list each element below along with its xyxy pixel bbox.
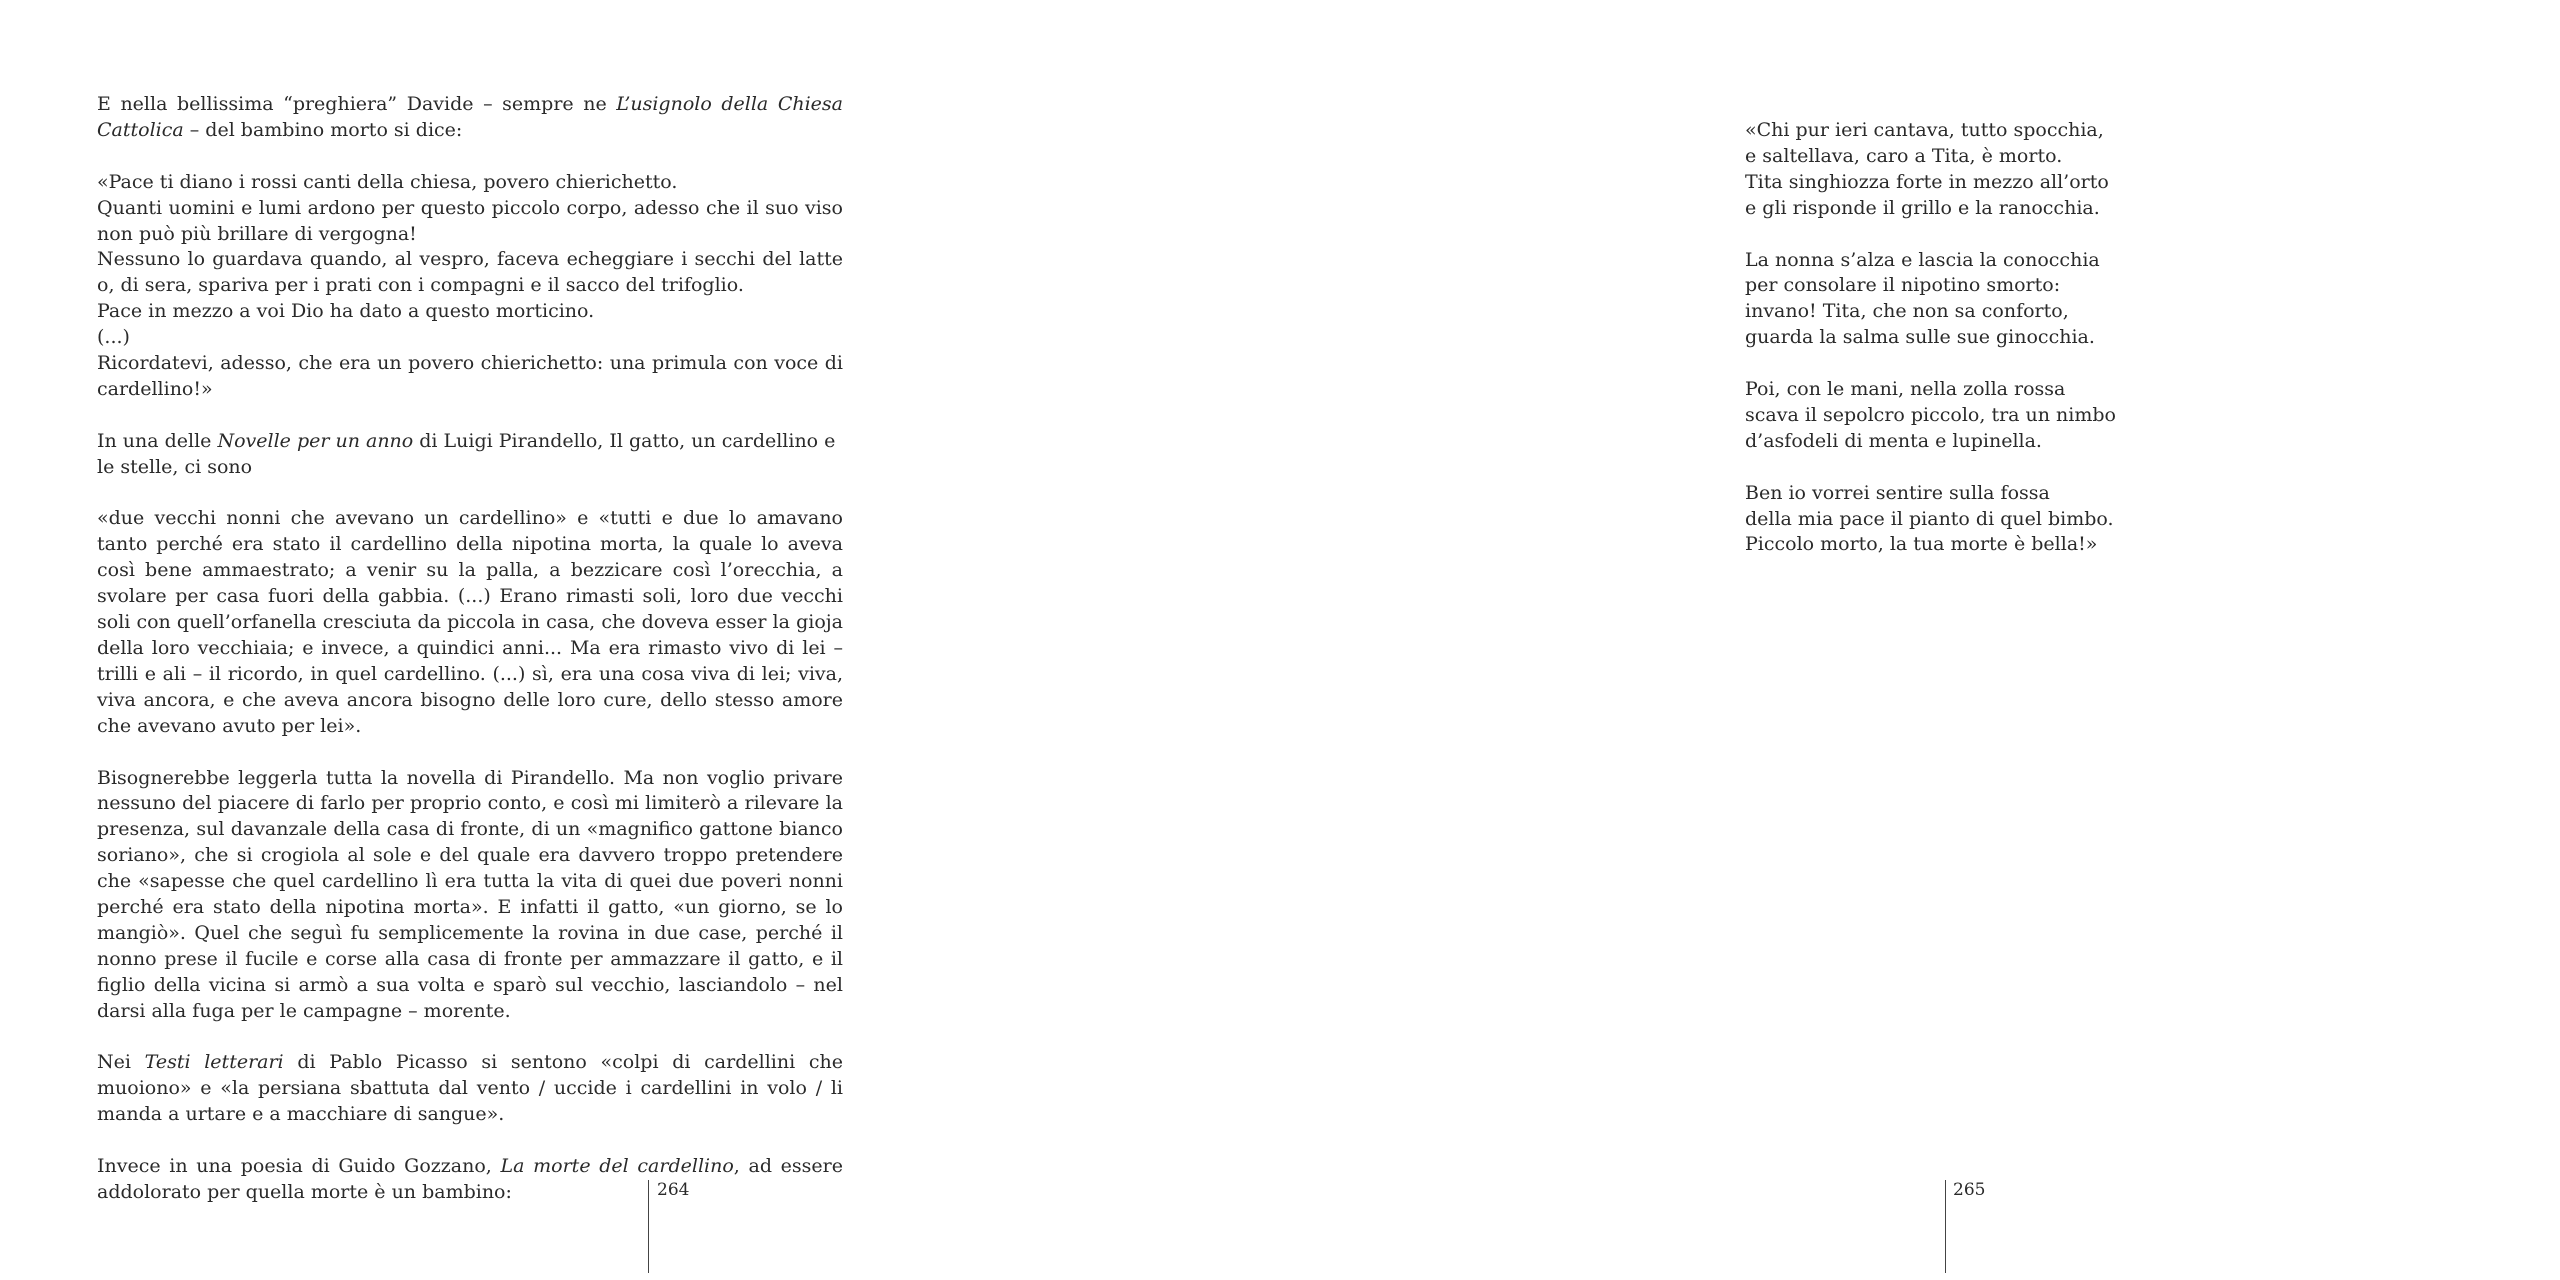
work-title: Novelle per un anno [217, 429, 414, 452]
folio-rule [1945, 1180, 1946, 1273]
work-title: Testi letterari [144, 1051, 284, 1074]
quote-line: (...) [97, 326, 130, 349]
poem-stanza: Poi, con le mani, nella zolla rossa scava il sepolcro piccolo, tra un nimbo d’asfodeli di menta e lupinella. [1745, 378, 2116, 452]
work-title: La morte del cardellino [500, 1155, 734, 1178]
quote-line: Ricordatevi, adesso, che era un povero chierichetto: una primula con voce di cardellino!» [97, 352, 843, 400]
picasso-paragraph: Nei Testi letterari di Pablo Picasso si sentono «colpi di cardellini che muoiono» e «la persiana sbattuta dal vento / uccide i cardellini in volo / li manda a urtare e a macchiare di sangue». [97, 1051, 843, 1126]
quote-line: «Pace ti diano i rossi canti della chiesa, povero chierichetto. [97, 170, 678, 193]
pirandello-quote: «due vecchi nonni che avevano un cardellino» e «tutti e due lo amavano tanto perché era stato il cardellino della nipotina morta, la quale lo aveva così bene ammaestrato; a venir su la palla, a bezzicare così l’orecchia, a svolare per casa fuori della gabbia. (...) Erano rimasti soli, loro due vecchi soli con quell’orfanella cresciuta da piccola in casa, che doveva esser la gioja della loro vecchiaia; e invece, a quindici anni... Ma era rimasto vivo di lei – trilli e ali – il ricordo, in quel cardellino. (...) sì, era una cosa viva di lei; viva, viva ancora, e che aveva ancora bisogno delle loro cure, dello stesso amore che avevano avuto per lei». [97, 507, 843, 737]
gozzano-paragraph: Invece in una poesia di Guido Gozzano, La morte del cardellino, ad essere addolorato per quella morte è un bambino: [97, 1155, 843, 1203]
poem-stanza: La nonna s’alza e lascia la conocchia per consolare il nipotino smorto: invano! Tita, che non sa conforto, guarda la salma sulle sue ginocchia. [1745, 248, 2100, 349]
summary-paragraph: Bisognerebbe leggerla tutta la novella di Pirandello. Ma non voglio privare nessuno del piacere di farlo per proprio conto, e così mi limiterò a rilevare la presenza, sul davanzale della casa di fronte, di un «magnifico gattone bianco soriano», che si crogiola al sole e del quale era davvero troppo pretendere che «sapesse che quel cardellino lì era tutta la vita di quei due poveri nonni perché era stato della nipotina morta». E infatti il gatto, «un giorno, se lo mangiò». Quel che seguì fu semplicemente la rovina in due case, perché il nonno prese il fucile e corse alla casa di fronte per ammazzare il gatto, e il figlio della vicina si armò a sua volta e sparò sul vecchio, lasciandolo – nel darsi alla fuga per le campagne – morente. [97, 766, 843, 1022]
novelle-paragraph: In una delle Novelle per un anno di Luigi Pirandello, Il gatto, un cardellino e le stelle, ci sono [97, 429, 836, 478]
page-number: 265 [1953, 1180, 1986, 1200]
quote-line: Quanti uomini e lumi ardono per questo piccolo corpo, adesso che il suo viso non può più brillare di vergogna! [97, 196, 843, 245]
poem-stanza: «Chi pur ieri cantava, tutto spocchia, e saltellava, caro a Tita, è morto. Tita singhiozza forte in mezzo all’orto e gli risponde il grillo e la ranocchia. [1745, 119, 2109, 219]
quote-line: Nessuno lo guardava quando, al vespro, faceva echeggiare i secchi del latte o, di sera, spariva per i prati con i compagni e il sacco del trifoglio. [97, 248, 843, 297]
davide-quote [97, 170, 843, 403]
quote-line: Pace in mezzo a voi Dio ha dato a questo morticino. [97, 300, 595, 323]
poem [1745, 118, 2305, 584]
work-title: L’usignolo della Chiesa Cattolica [97, 93, 843, 141]
intro-paragraph: E nella bellissima “preghiera” Davide – sempre ne L’usignolo della Chiesa Cattolica – del bambino morto si dice: [97, 93, 843, 141]
poem-stanza: Ben io vorrei sentire sulla fossa della mia pace il pianto di quel bimbo. Piccolo morto, la tua morte è bella!» [1745, 481, 2114, 556]
page-number: 264 [657, 1180, 690, 1200]
right-page [1280, 0, 2560, 1280]
left-page-text [97, 92, 843, 1232]
folio-rule [648, 1180, 649, 1273]
